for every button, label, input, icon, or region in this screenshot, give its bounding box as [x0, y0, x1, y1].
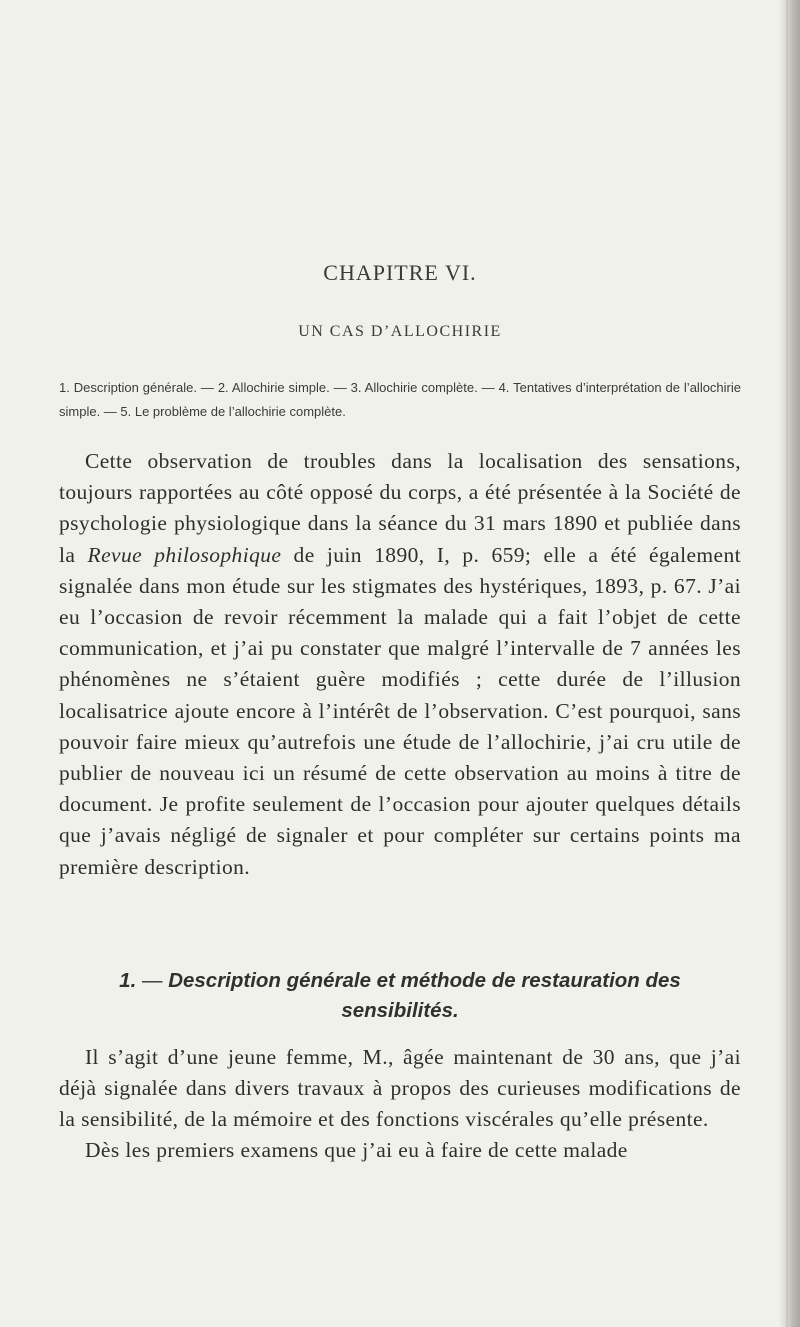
section-number: 1. — [119, 969, 137, 992]
section-heading — [59, 966, 741, 1026]
chapter-summary: 1. Description générale. — 2. Allochirie simple. — 3. Allochirie complète. — 4. Tentatives d’interprétation de l’allochirie simple. — 5. Le problème de l’allochirie complète. — [59, 380, 741, 419]
chapter-heading: CHAPITRE VI. — [323, 260, 477, 285]
section-dash: — — [141, 969, 163, 992]
intro-text-start: Cette observation de troubles dans la localisation des sensations, toujours rapportées au côté opposé du corps, a été présentée à la Société de psychologie physiologique dans la séance du 31 mars 1890 et publiée dans la — [59, 449, 741, 567]
intro-paragraph — [59, 446, 741, 883]
paragraph-text: Il s’agit d’une jeune femme, M., âgée maintenant de 30 ans, que j’ai déjà signalée dans divers travaux à propos des curieuses modifications de la sensibilité, de la mémoire et des fonctions viscérales qu’elle présente. — [59, 1045, 741, 1132]
paragraph — [59, 1135, 741, 1166]
paragraph-text: Dès les premiers examens que j’ai eu à faire de cette malade — [85, 1138, 628, 1162]
page-edge — [778, 0, 800, 1327]
intro-text-end: de juin 1890, I, p. 659; elle a été également signalée dans mon étude sur les stigmates des hystériques, 1893, p. 67. J’ai eu l’occasion de revoir récemment la malade qui a fait l’objet de cette communication, et j’ai pu constater que malgré l’intervalle de 7 années les phénomènes ne s’étaient guère modifiés ; cette durée de l’illusion localisatrice ajoute encore à l’intérêt de l’observation. C’est pourquoi, sans pouvoir faire mieux qu’autrefois une étude de l’allochirie, j’ai cru utile de publier de nouveau ici un résumé de cette observation au moins à titre de document. Je profite seulement de l’occasion pour ajouter quelques détails que j’avais négligé de signaler et pour compléter sur certains points ma première description. — [59, 542, 741, 879]
chapter-title: UN CAS D’ALLOCHIRIE — [298, 323, 502, 340]
page-edge-line — [786, 0, 788, 1327]
journal-title: Revue philosophique — [87, 542, 282, 567]
section-title-text: Description générale et méthode de restauration des sensibilités. — [168, 969, 681, 1022]
paragraph — [59, 1042, 741, 1136]
